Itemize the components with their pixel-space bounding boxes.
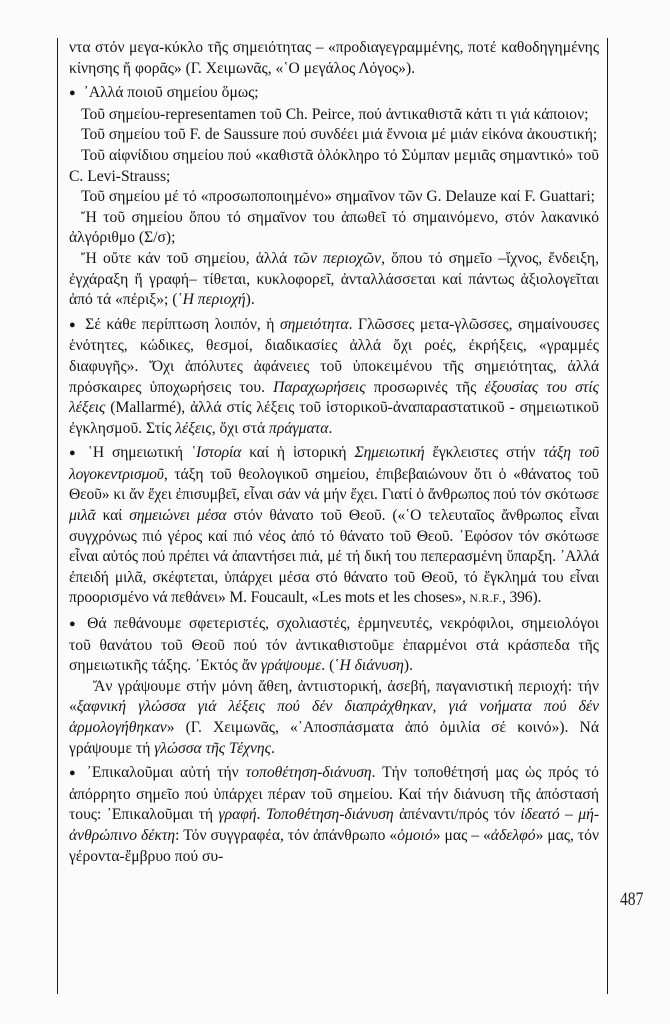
paragraph-bullet-invoke <box>69 763 599 867</box>
italic-text: ῾Ιστορία <box>190 444 242 462</box>
paragraph-peirce <box>69 105 599 126</box>
italic-text: ὁμοιό <box>397 826 433 844</box>
italic-text: Παραχωρήσεις <box>273 378 366 396</box>
paragraph-bullet-history <box>69 443 599 610</box>
italic-text: γραφή <box>218 806 257 824</box>
italic-text: τῶν περιοχῶν <box>293 249 382 267</box>
text-run: στόν θάνατο τοῦ Θεοῦ. («῾Ο τελευταῖος ἄνθρωπος εἶναι συγχρόνως πιό γέρος καί πιό νέος ἀπό τό θάνατο τοῦ Θεοῦ. ᾽Εφόσον τόν σκότωσε εἶναι αὐτός πού πρέπει νά ἀπαντήσει πιά, μέ τή δική του πεπερασμένη ὕπαρξη. ᾽Αλλά ἐπειδή μιλᾶ, σκέφτεται, ὑπάρχει μέσα στό θάνατο τοῦ Θεοῦ, τό ἔγκλημά του εἶναι προορισμένο νά πεθάνει» M. Foucault, «Les mots et les choses», <box>69 507 600 607</box>
italic-text: σημειώνει μέσα <box>129 507 227 525</box>
text-run: . Γλῶσσες μετα-γλῶσσες, σημαίνουσες ἑνότητες, κώδικες, θεσμοί, διαδικασίες ἀλλά ὄχι ροές, ἐκρήξεις, «γραμμές διαφυγῆς». Ὄχι ἀπόλυτες ἀφάνειες τοῦ ὑποκειμένου τῆς σημειότητας, ἀλλά πρόσκαιρες ὑποχωρήσεις του. <box>69 315 600 396</box>
text-run: Τοῦ σημείου μέ τό «προσωποποιημένο» σημαῖνον τῶν G. Delauze καί F. Guattari; <box>81 188 595 206</box>
italic-text: Τοποθέτηση-διάνυση <box>265 806 394 824</box>
text-run: ἀπέναντι/πρός τόν <box>393 806 521 824</box>
text-run: » μας, τόν γέροντα-ἔμβρυο πού συ- <box>69 826 600 865</box>
paragraph-bullet-question <box>69 83 599 105</box>
text-run: . Τήν τοποθέτησή μας ὡς πρός τό ἀπόρρητο σημεῖο πού ὑπάρχει πέραν τοῦ σημείου. Καί τήν διάνυση τῆς ἀπόστασή τους: ᾽Επικαλοῦμαι τή <box>69 764 599 824</box>
paragraph-write <box>69 677 599 759</box>
italic-text: ἀδελφό <box>490 826 536 844</box>
text-run: . <box>256 806 266 824</box>
text-run: » μας – « <box>432 826 491 844</box>
italic-text: ῾Η διάνυση <box>334 657 404 675</box>
text-run: καί ἡ ἱστορική <box>241 444 355 462</box>
paragraph-lacan <box>69 208 599 249</box>
paragraph-deleuze-guattari <box>69 187 599 208</box>
text-run: ). <box>403 657 413 675</box>
text-run: : Τόν συγγραφέα, τόν ἀπάνθρωπο « <box>175 826 398 844</box>
text-run: , ὅπου τό σημεῖο –ἴχνος, ἔνδειξη, ἐγχάραξη ἤ γραφή– τίθεται, κυκλοφορεῖ, ἀνταλλάσσεται καί πάντως ἀξιολογεῖται ἀπό τά «πέριξ»; ( <box>69 249 599 309</box>
italic-text: πράγματα <box>269 419 329 437</box>
page-body <box>69 38 599 867</box>
italic-text: γράψουμε <box>260 657 322 675</box>
paragraph-continuation <box>69 38 599 79</box>
italic-text: μιλᾶ <box>69 507 96 525</box>
italic-text: λέξεις <box>175 419 212 437</box>
page-number: 487 <box>620 889 644 910</box>
text-run: ). <box>245 291 255 309</box>
text-run: , 396). <box>502 589 542 607</box>
italic-text: ἰδεατό – μή-ἀνθρώπινο δέκτη <box>69 806 600 844</box>
italic-text: Σημειωτική <box>354 444 425 462</box>
italic-text: γλώσσα τῆς Τέχνης <box>154 739 271 757</box>
text-run: Τοῦ σημείου τοῦ F. de Saussure πού συνδέει μιά ἔννοια μέ μιάν εἰκόνα ἀκουστική; <box>81 126 598 144</box>
text-run: καί <box>95 507 130 525</box>
text-run: Ἤ τοῦ σημείου ὅπου τό σημαῖνον του ἀπωθεῖ τό σημαινόμενο, στόν λακανικό ἀλγόριθμο (Σ/σ); <box>69 208 599 247</box>
text-run: . <box>328 419 333 437</box>
text-run: Σέ κάθε περίπτωση λοιπόν, ἡ <box>85 315 280 333</box>
text-run: ἔγκλειστες στήν <box>424 444 544 462</box>
italic-text: ἐξουσίας του στίς λέξεις <box>69 378 600 417</box>
text-run: . ( <box>321 657 335 675</box>
paragraph-regions <box>69 249 599 311</box>
paragraph-bullet-semioticity <box>69 315 599 440</box>
text-run: προσωρινές τῆς <box>365 378 485 396</box>
text-run: » (Γ. Χειμωνᾶς, «᾽Αποσπάσματα ἀπό ὁμιλία σέ κοινό»). Νά γράψουμε τή <box>69 719 599 757</box>
italic-text: σημειότητα <box>279 315 349 333</box>
paragraph-levi-strauss <box>69 146 599 187</box>
text-run: N.R.F. <box>469 593 502 606</box>
text-run: (Mallarmé), ἀλλά στίς λέξεις τοῦ ἱστορικοῦ-ἀναπαραστατικοῦ - σημειωτικοῦ ἐγκλησμοῦ. Στίς <box>69 399 599 437</box>
text-run: ᾽Επικαλοῦμαι αὐτή τήν <box>86 764 246 782</box>
boxed-text-frame <box>57 38 608 994</box>
text-run: , ὄχι στά <box>211 419 270 437</box>
text-run: Τοῦ σημείου-representamen τοῦ Ch. Peirce, πού ἀντικαθιστᾶ κάτι τι γιά κάποιον; <box>81 105 589 123</box>
text-run: ντα στόν μεγα-κύκλο τῆς σημειότητας – «προδιαγεγραμμένης, ποτέ καθοδηγημένης κίνησης ἤ φορᾶς» (Γ. Χειμωνᾶς, «῾Ο μεγάλος Λόγος»). <box>69 39 599 77</box>
text-run: , τάξη τοῦ θεολογικοῦ σημείου, ἐπιβεβαιώνουν ὅτι ὁ «θάνατος τοῦ Θεοῦ» κι ἄν ἔχει ἐπισυμβεῖ, εἶναι σάν νά μήν ἔχει. Γιατί ὁ ἄνθρωπος πού τόν σκότωσε <box>69 465 599 504</box>
text-run: ᾽Αλλά ποιοῦ σημείου ὅμως; <box>83 84 259 102</box>
italic-text: τοποθέτηση-διάνυση <box>245 764 372 782</box>
text-run: Τοῦ αἰφνίδιου σημείου πού «καθιστᾶ ὁλόκληρο τό Σύμπαν μεμιᾶς σημαντικό» τοῦ C. Levi-Strauss; <box>69 146 599 185</box>
paragraph-saussure <box>69 125 599 146</box>
text-run: Ἤ οὔτε κάν τοῦ σημείου, ἀλλά <box>81 249 294 267</box>
text-run: Ἄν γράψουμε στήν μόνη ἄθεη, ἀντιιστορική, ἀσεβή, παγανιστική περιοχή: τήν « <box>69 677 599 716</box>
paragraph-bullet-death <box>69 614 599 677</box>
text-run: Θά πεθάνουμε σφετεριστές, σχολιαστές, ἑρμηνευτές, νεκρόφιλοι, σημειολόγοι τοῦ θανάτου τοῦ Θεοῦ πού τόν ἀντικαθιστοῦμε ἐπαρμένοι στά κράσπεδα τῆς σημειωτικῆς τάξης. ᾽Εκτός ἄν <box>69 615 599 675</box>
italic-text: ξαφνική γλώσσα γιά λέξεις πού δέν διαπράχθηκαν, γιά νοήματα πού δέν ἁρμολογήθηκαν <box>69 698 599 736</box>
italic-text: τάξη τοῦ λογοκεντρισμοῦ <box>69 444 599 483</box>
italic-text: ῾Η περιοχή <box>177 291 246 309</box>
text-run: ῾Η σημειωτική <box>87 444 191 462</box>
text-run: . <box>270 739 275 757</box>
